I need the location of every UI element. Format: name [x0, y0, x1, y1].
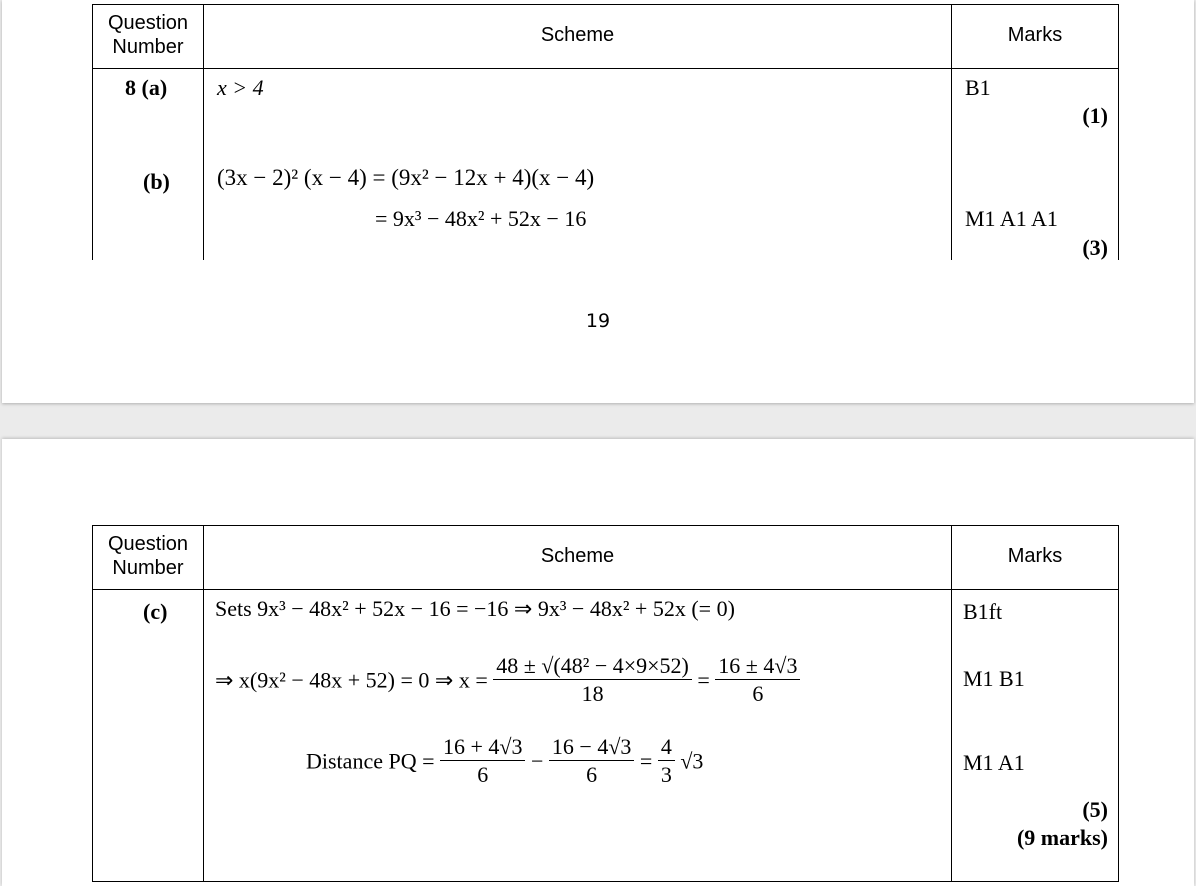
header-scheme: Scheme	[540, 24, 615, 46]
page-20	[2, 439, 1194, 886]
total-8a: (1)	[1082, 103, 1108, 128]
fraction-denominator: 6	[586, 762, 598, 787]
line3-prefix: Distance PQ =	[306, 748, 435, 774]
total-8b: (3)	[1082, 235, 1108, 260]
header-marks: Marks	[1007, 24, 1063, 46]
fraction-four-thirds	[658, 734, 675, 789]
column-divider	[951, 526, 952, 881]
page-19	[2, 0, 1194, 403]
scheme-8b-line2: = 9x³ − 48x² + 52x − 16	[375, 206, 587, 231]
fraction-denominator: 6	[477, 762, 489, 787]
fraction-numerator: 16 + 4√3	[440, 734, 525, 761]
marks-8c-2: M1 B1	[963, 666, 1025, 691]
fraction-numerator: 4	[658, 734, 675, 761]
question-label-8a: 8 (a)	[125, 75, 168, 100]
scheme-8c-line2	[215, 653, 800, 708]
table-header	[93, 5, 1118, 69]
header-marks: Marks	[1007, 545, 1063, 567]
header-question-number: Question Number	[107, 12, 189, 58]
fraction-denominator: 3	[660, 762, 672, 787]
equals-sign: =	[697, 667, 710, 693]
fraction-roots	[715, 653, 800, 708]
equals-sign: =	[639, 748, 653, 774]
root-three: √3	[680, 748, 704, 774]
fraction-quadratic-formula	[493, 653, 692, 708]
marks-8b: M1 A1 A1	[965, 206, 1058, 231]
line2-prefix: ⇒ x(9x² − 48x + 52) = 0 ⇒ x =	[215, 667, 488, 693]
scheme-8a: x > 4	[217, 75, 264, 100]
fraction-denominator: 18	[581, 681, 604, 706]
header-question-number: Question Number	[107, 533, 189, 579]
total-8c: (5)	[1082, 797, 1108, 822]
fraction-numerator: 16 − 4√3	[549, 734, 634, 761]
page-number: 19	[585, 310, 611, 332]
question-label-8b: (b)	[143, 169, 170, 194]
fraction-numerator: 48 ± √(48² − 4×9×52)	[493, 653, 692, 680]
total-question-8: (9 marks)	[1016, 825, 1108, 850]
mark-scheme-table-bottom	[92, 525, 1119, 882]
column-divider	[203, 526, 204, 881]
header-scheme: Scheme	[540, 545, 615, 567]
mark-8c-1: B1ft	[963, 599, 1003, 624]
scheme-8b-line1: (3x − 2)² (x − 4) = (9x² − 12x + 4)(x − 4)	[217, 165, 595, 190]
marks-8c-3: M1 A1	[963, 750, 1025, 775]
column-divider	[203, 5, 204, 260]
minus-sign: −	[530, 748, 544, 774]
fraction-denominator: 6	[752, 681, 764, 706]
mark-scheme-table-top	[92, 4, 1119, 260]
column-divider	[951, 5, 952, 260]
table-header	[93, 526, 1118, 590]
fraction-numerator: 16 ± 4√3	[715, 653, 800, 680]
fraction-root-q	[549, 734, 634, 789]
scheme-8c-line1: Sets 9x³ − 48x² + 52x − 16 = −16 ⇒ 9x³ − 48x² + 52x (= 0)	[215, 596, 735, 621]
mark-8a: B1	[965, 75, 991, 100]
fraction-root-p	[440, 734, 525, 789]
scheme-8c-line3	[306, 734, 703, 789]
question-label-8c: (c)	[143, 599, 168, 624]
